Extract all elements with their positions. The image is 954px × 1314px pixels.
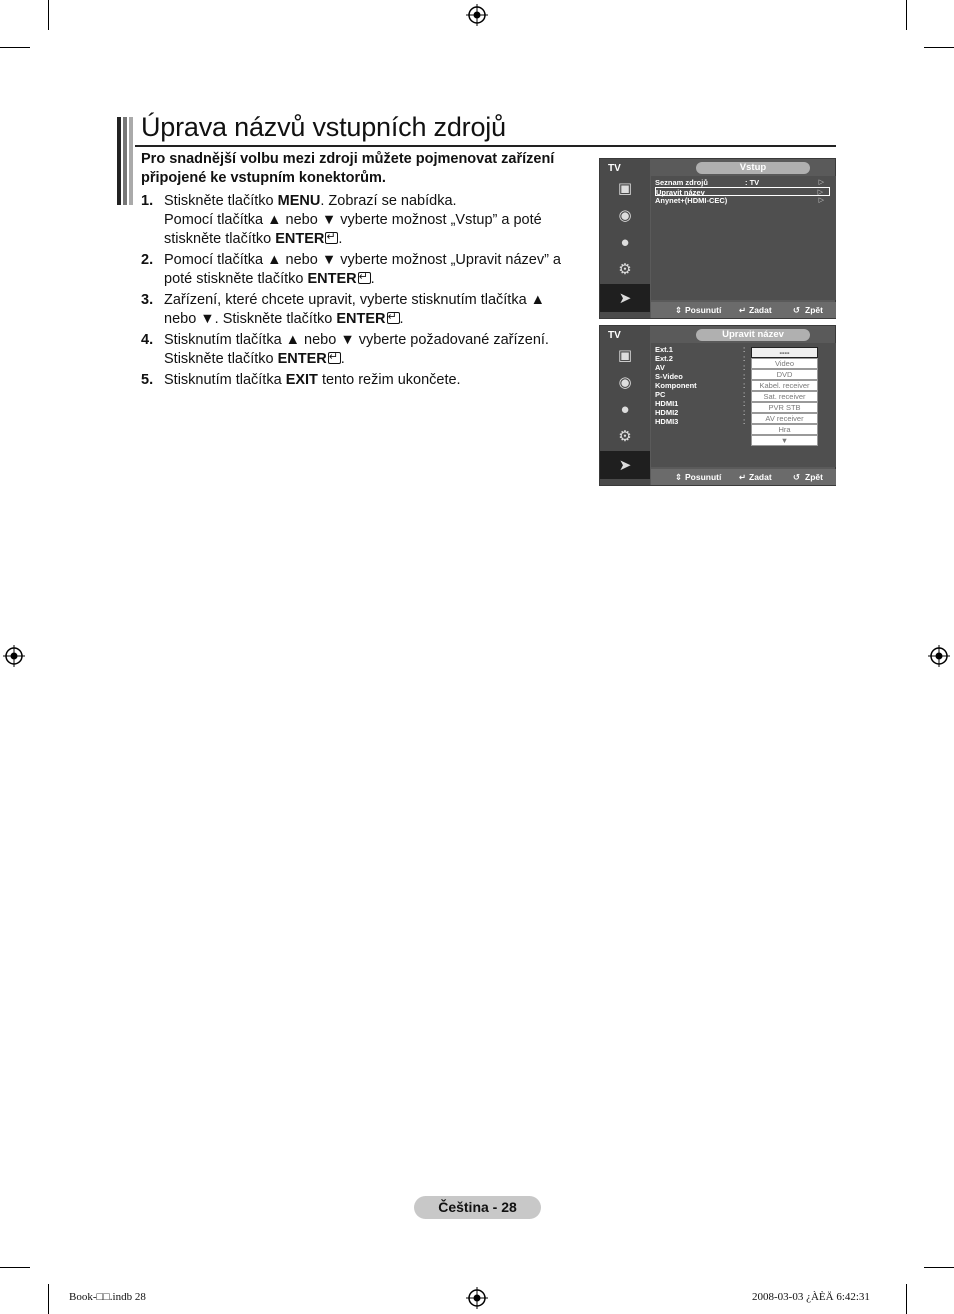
- input-icon[interactable]: ➤: [600, 284, 650, 312]
- instructions: [141, 150, 581, 392]
- footer-back-label: Zpět: [805, 472, 823, 482]
- picture-icon[interactable]: ▣: [617, 347, 633, 364]
- crop-mark: [906, 0, 907, 30]
- setup-icon[interactable]: ⚙: [618, 261, 632, 278]
- channel-icon[interactable]: ●: [620, 233, 630, 251]
- tv-menu-input: [599, 158, 836, 319]
- step-text: Pomocí tlačítka ▲ nebo ▼ vyberte možnost „Vstup” a poté stiskněte tlačítko: [164, 212, 542, 247]
- enter-icon: ↵: [739, 472, 747, 482]
- step-text: .: [370, 271, 375, 287]
- source-label[interactable]: HDMI3: [655, 417, 679, 426]
- step-text: Stisknutím tlačítka ▲ nebo ▼ vyberte požadované zařízení. Stiskněte tlačítko: [164, 332, 549, 367]
- name-option[interactable]: Hra: [751, 424, 818, 435]
- step-3: [141, 291, 581, 329]
- footer-enter-label: Zadat: [749, 472, 772, 482]
- footer-back-label: Zpět: [805, 305, 823, 315]
- separator: :: [743, 390, 746, 399]
- crop-mark: [0, 1267, 30, 1268]
- arrow-right-icon: ▷: [818, 197, 824, 204]
- return-icon: ↺: [793, 472, 801, 482]
- source-label[interactable]: PC: [655, 390, 666, 399]
- name-option[interactable]: DVD: [751, 369, 818, 380]
- source-label[interactable]: AV: [655, 363, 665, 372]
- key-name: MENU: [277, 193, 321, 209]
- page-number-badge: Čeština - 28: [414, 1196, 541, 1219]
- footer-enter-label: Zadat: [749, 305, 772, 315]
- menu-item-edit-name[interactable]: [655, 187, 830, 196]
- crop-mark: [924, 47, 954, 48]
- step-text: Zařízení, které chcete upravit, vyberte stisknutím tlačítka ▲ nebo ▼. Stiskněte tlačítko: [164, 292, 546, 327]
- setup-icon[interactable]: ⚙: [618, 428, 632, 445]
- source-label[interactable]: S-Video: [655, 372, 683, 381]
- step-5: [141, 371, 581, 390]
- name-option[interactable]: AV receiver: [751, 413, 818, 424]
- menu-item-label: Seznam zdrojů: [655, 178, 708, 187]
- menu-header: Upravit název: [696, 329, 810, 341]
- menu-item-label: Anynet+(HDMI-CEC): [655, 196, 728, 205]
- step-number: 4.: [141, 332, 154, 348]
- menu-item-value: : TV: [745, 178, 760, 187]
- print-slug-right: 2008-03-03 ¿ÀÈÄ 6:42:31: [752, 1291, 870, 1303]
- crop-mark: [0, 47, 30, 48]
- enter-icon: ↵: [739, 305, 747, 315]
- name-option[interactable]: PVR STB: [751, 402, 818, 413]
- separator: :: [743, 372, 746, 381]
- print-slug-left: Book-□□.indb 28: [69, 1291, 146, 1303]
- source-label[interactable]: Ext.2: [655, 354, 673, 363]
- menu-footer: [651, 469, 836, 485]
- name-option[interactable]: Video: [751, 358, 818, 369]
- crop-mark: [924, 1267, 954, 1268]
- enter-icon: [358, 272, 371, 284]
- footer-move-label: Posunutí: [685, 472, 722, 482]
- sound-icon[interactable]: ◉: [618, 374, 632, 391]
- source-label[interactable]: Komponent: [655, 381, 697, 390]
- name-option[interactable]: Kabel. receiver: [751, 380, 818, 391]
- registration-mark-icon: [466, 1287, 488, 1309]
- key-name: ENTER: [277, 351, 327, 367]
- step-text: . Zobrazí se nabídka.: [320, 193, 457, 209]
- intro-text: Pro snadnější volbu mezi zdroji můžete pojmenovat zařízení připojené ke vstupním konektorům.: [141, 151, 555, 186]
- title-decoration-bar: [117, 117, 133, 205]
- picture-icon[interactable]: ▣: [617, 180, 633, 197]
- key-name: ENTER: [336, 311, 386, 327]
- menu-footer: [651, 302, 836, 318]
- key-name: ENTER: [307, 271, 357, 287]
- crop-mark: [48, 1284, 49, 1314]
- step-text: Stisknutím tlačítka: [164, 372, 286, 388]
- registration-mark-icon: [466, 4, 488, 26]
- separator: :: [743, 408, 746, 417]
- crop-mark: [48, 0, 49, 30]
- registration-mark-icon: [3, 645, 25, 667]
- key-name: ENTER: [275, 231, 325, 247]
- source-name-list: [651, 343, 836, 467]
- separator: :: [743, 363, 746, 372]
- move-icon: ⇕: [675, 305, 683, 315]
- menu-sidebar: [600, 326, 650, 485]
- input-icon[interactable]: ➤: [600, 451, 650, 479]
- step-text: tento režim ukončete.: [317, 372, 461, 388]
- return-icon: ↺: [793, 305, 801, 315]
- crop-mark: [906, 1284, 907, 1314]
- channel-icon[interactable]: ●: [620, 400, 630, 418]
- separator: :: [743, 345, 746, 354]
- scroll-down-icon[interactable]: ▼: [751, 435, 818, 446]
- enter-icon: [325, 232, 338, 244]
- source-label[interactable]: HDMI1: [655, 399, 679, 408]
- step-text: .: [340, 351, 345, 367]
- separator: :: [743, 399, 746, 408]
- menu-sidebar: [600, 159, 650, 318]
- step-text: Pomocí tlačítka ▲ nebo ▼ vyberte možnost „Upravit název” a poté stiskněte tlačítko: [164, 252, 562, 287]
- move-icon: ⇕: [675, 472, 683, 482]
- enter-icon: [387, 312, 400, 324]
- separator: :: [743, 417, 746, 426]
- step-4: [141, 331, 581, 369]
- separator: :: [743, 354, 746, 363]
- key-name: EXIT: [285, 372, 318, 388]
- arrow-right-icon: ▷: [817, 189, 823, 196]
- step-number: 3.: [141, 292, 154, 308]
- enter-icon: [328, 352, 341, 364]
- name-option[interactable]: Sat. receiver: [751, 391, 818, 402]
- step-text: Stiskněte tlačítko: [164, 193, 278, 209]
- step-text: .: [399, 311, 404, 327]
- title-divider: [135, 145, 836, 147]
- tv-label: TV: [608, 163, 621, 174]
- menu-item-anynet[interactable]: [655, 196, 830, 205]
- step-number: 2.: [141, 252, 154, 268]
- step-number: 5.: [141, 372, 154, 388]
- separator: :: [743, 381, 746, 390]
- name-option-selected[interactable]: ----: [751, 347, 818, 358]
- step-text: .: [338, 231, 343, 247]
- menu-list: [651, 176, 836, 300]
- sound-icon[interactable]: ◉: [618, 207, 632, 224]
- page-title: Úprava názvů vstupních zdrojů: [141, 112, 506, 142]
- tv-label: TV: [608, 330, 621, 341]
- menu-header: Vstup: [696, 162, 810, 174]
- source-label[interactable]: Ext.1: [655, 345, 673, 354]
- tv-menu-edit-name: [599, 325, 836, 486]
- arrow-right-icon: ▷: [818, 179, 824, 186]
- registration-mark-icon: [928, 645, 950, 667]
- footer-move-label: Posunutí: [685, 305, 722, 315]
- source-label[interactable]: HDMI2: [655, 408, 679, 417]
- step-2: [141, 251, 581, 289]
- menu-item-label: Upravit název: [656, 188, 705, 197]
- step-number: 1.: [141, 193, 154, 209]
- step-1: [141, 192, 581, 249]
- menu-item-source-list[interactable]: [655, 178, 830, 187]
